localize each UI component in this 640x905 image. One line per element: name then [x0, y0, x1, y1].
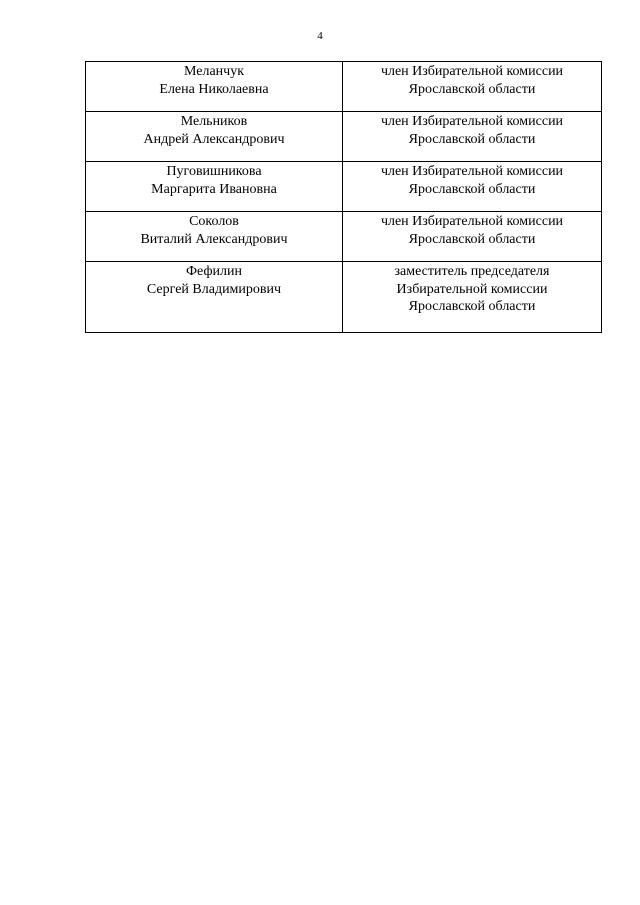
member-role-line: Ярославской области — [408, 231, 536, 247]
member-role-cell — [343, 112, 602, 162]
member-name-cell — [86, 262, 343, 333]
member-role-line: член Избирательной комиссии — [380, 214, 564, 229]
member-role-line: член Избирательной комиссии — [380, 64, 564, 79]
member-role-line: Ярославской области — [408, 131, 536, 147]
member-given-names: Виталий Александрович — [140, 231, 288, 247]
member-surname: Мельников — [180, 114, 248, 129]
member-role-cell — [343, 62, 602, 112]
member-role-line: Избирательной комиссии — [396, 281, 548, 297]
member-role-line: Ярославской области — [408, 181, 536, 197]
member-surname: Соколов — [189, 214, 239, 229]
member-role-line: член Избирательной комиссии — [380, 164, 564, 179]
member-role-cell — [343, 212, 602, 262]
member-given-names: Елена Николаевна — [159, 81, 269, 97]
member-name-cell — [86, 162, 343, 212]
table-row — [86, 212, 602, 262]
commission-members-table — [85, 61, 602, 333]
member-role-line: заместитель председателя — [394, 264, 550, 279]
table-row — [86, 62, 602, 112]
member-role-line: член Избирательной комиссии — [380, 114, 564, 129]
member-given-names: Сергей Владимирович — [146, 281, 282, 297]
page-number: 4 — [317, 30, 323, 42]
member-role-line: Ярославской области — [408, 299, 536, 314]
member-name-cell — [86, 62, 343, 112]
member-given-names: Андрей Александрович — [143, 131, 285, 147]
member-role-line: Ярославской области — [408, 81, 536, 97]
member-surname: Фефилин — [186, 264, 242, 279]
member-given-names: Маргарита Ивановна — [151, 181, 277, 197]
table-row — [86, 262, 602, 333]
member-role-cell — [343, 162, 602, 212]
table-row — [86, 112, 602, 162]
member-role-cell — [343, 262, 602, 333]
member-name-cell — [86, 212, 343, 262]
member-surname: Пуговишникова — [166, 164, 262, 179]
member-name-cell — [86, 112, 343, 162]
table-row — [86, 162, 602, 212]
member-surname: Меланчук — [183, 64, 244, 79]
